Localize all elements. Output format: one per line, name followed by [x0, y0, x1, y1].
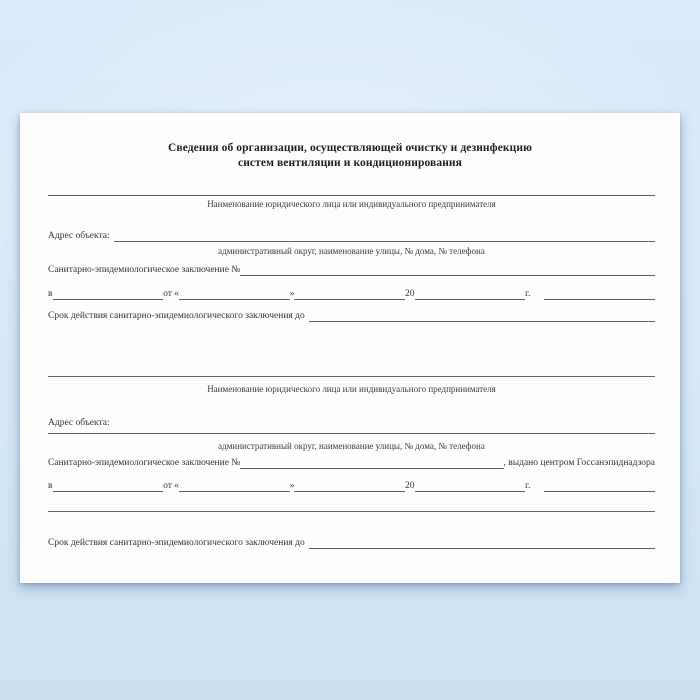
section1-conclusion-row — [48, 263, 655, 276]
section1-conclusion-blank-line — [240, 263, 655, 276]
section2-month-blank-line — [294, 479, 405, 492]
section1-year-blank-line — [415, 287, 526, 300]
section2-address-row — [48, 416, 655, 429]
section2-date-from-label: от « — [163, 481, 180, 491]
section2-conclusion-row — [48, 456, 655, 469]
section2-name-blank-line — [48, 376, 655, 377]
section1-extra-blank-line — [544, 287, 655, 300]
section1-date-in-label: в — [48, 289, 53, 299]
document-title — [20, 141, 680, 171]
section1-address-label: Адрес объекта: — [48, 231, 110, 241]
section2-issuer-blank-line — [53, 479, 164, 492]
section2-validity-label: Срок действия санитарно-эпидемиологического заключения до — [48, 538, 305, 548]
section1-validity-label: Срок действия санитарно-эпидемиологического заключения до — [48, 311, 305, 321]
section2-conclusion-suffix: , выдано центром Госсанэпиднадзора — [503, 458, 655, 468]
section1-date-row — [48, 287, 655, 300]
section1-month-blank-line — [294, 287, 405, 300]
section2-validity-row — [48, 536, 655, 549]
section2-date-close-quote: » — [289, 481, 295, 491]
section2-address-label: Адрес объекта: — [48, 418, 110, 428]
section1-date-close-quote: » — [289, 289, 295, 299]
title-line-1: Сведения об организации, осуществляющей очистку и дезинфекцию — [167, 142, 532, 154]
section2-conclusion-blank-line — [240, 456, 503, 469]
section2-year-suffix: г. — [525, 481, 531, 491]
section2-name-caption: Наименование юридического лица или индивидуального предпринимателя — [207, 384, 496, 394]
section1-year-suffix: г. — [525, 289, 531, 299]
section1-validity-row — [48, 309, 655, 322]
section2-year-prefix: 20 — [405, 481, 415, 491]
section2-address-caption: административный округ, наименование улицы, № дома, № телефона — [218, 441, 485, 451]
section1-conclusion-label: Санитарно-эпидемиологическое заключение № — [48, 265, 241, 275]
section2-extra-blank-line — [544, 479, 655, 492]
section2-continuation-blank-line — [48, 511, 655, 512]
section2-conclusion-label: Санитарно-эпидемиологическое заключение № — [48, 458, 241, 468]
section1-day-blank-line — [179, 287, 290, 300]
section2-date-row — [48, 479, 655, 492]
section2-address-blank-line — [48, 433, 655, 434]
section2-day-blank-line — [179, 479, 290, 492]
section2-date-in-label: в — [48, 481, 53, 491]
spacer — [530, 479, 544, 492]
section1-address-caption: административный округ, наименование улицы, № дома, № телефона — [218, 246, 485, 256]
section2-year-blank-line — [415, 479, 526, 492]
section1-issuer-blank-line — [53, 287, 164, 300]
section1-name-blank-line — [48, 195, 655, 196]
section2-validity-blank-line — [309, 536, 655, 549]
section1-year-prefix: 20 — [405, 289, 415, 299]
section1-date-from-label: от « — [163, 289, 180, 299]
document-page — [20, 113, 680, 583]
section1-name-caption: Наименование юридического лица или индивидуального предпринимателя — [207, 199, 496, 209]
title-line-2: систем вентиляции и кондиционирования — [238, 157, 462, 169]
spacer — [530, 287, 544, 300]
section1-address-row — [48, 229, 655, 242]
section1-validity-blank-line — [309, 309, 655, 322]
section1-address-blank-line — [114, 229, 655, 242]
